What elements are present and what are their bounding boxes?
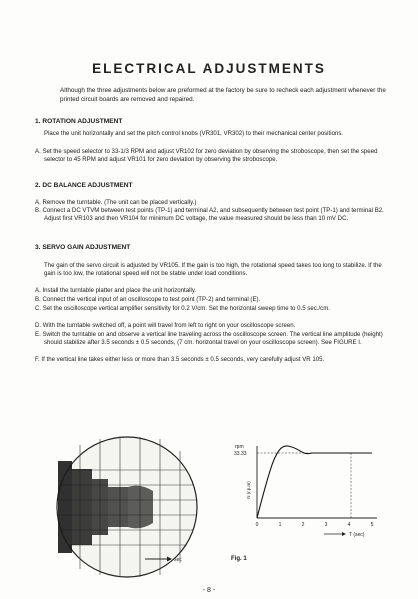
graph-x-ticks [256, 522, 374, 528]
section-servo-item-d: D. With the turntable switched off, a point will travel from left to right on your oscilloscope screen. [35, 322, 296, 329]
section-dc-item-b: B. Connect a DC VTVM between test points (TP-1) and terminal A2, and subsequently between test point (TP-1) and terminal B2. Adjust first VR103 and then VR104 for minimum DC voltage, the value measured should be less than 10 mV DC. [35, 207, 384, 223]
section-servo-item-f: F. If the vertical line takes either less or more than 3.5 seconds ± 0.5 seconds, very carefully adjust VR 105. [35, 356, 325, 363]
graph-x-tick: 3 [324, 522, 328, 528]
graph-response-curve [257, 446, 372, 518]
graph-y-axis-label: N (r.p.m) [246, 481, 251, 499]
graph-x-tick: 0 [255, 522, 259, 528]
graph-y-unit: rpm [235, 444, 244, 450]
section-rotation-paragraph: Place the unit horizontally and set the pitch control knobs (VR301, VR302) to their mechanical center positions. [44, 130, 344, 137]
speed-time-graph [232, 438, 382, 568]
section-servo-paragraph: The gain of the servo circuit is adjusted by VR105. If the gain is too high, the rotational speed takes too long to stabilize. If the gain is too low, the rotational speed will not be stable under load conditions. [44, 262, 382, 278]
graph-x-tick: 4 [347, 522, 351, 528]
section-dc-item-a: A. Remove the turntable. (The unit can be placed vertically.) [35, 199, 197, 206]
oscilloscope-screen-figure [55, 435, 200, 580]
section-heading-servo-gain: 3. SERVO GAIN ADJUSTMENT [35, 244, 131, 251]
graph-y-value: 33.33 [234, 451, 247, 457]
section-servo-item-a: A. Install the turntable platter and place the unit horizontally. [35, 287, 197, 294]
figure-caption: Fig. 1 [231, 556, 247, 562]
section-servo-item-b: B. Connect the vertical input of an oscilloscope to test point (TP-2) and terminal (E). [35, 296, 261, 303]
section-servo-item-e: E. Switch the turntable on and observe a vertical line traveling across the oscilloscope screen. The vertical line amplitude (height) should stabilize after 3.5 seconds ± 0.5 seconds, (7 cm. horizontal travel on your oscilloscope screen). See FIGURE I. [35, 331, 383, 347]
page-title: ELECTRICAL ADJUSTMENTS [92, 61, 326, 76]
scope-arrow-label: sec [174, 557, 182, 563]
intro-paragraph: Although the three adjustments below are preformed at the factory be sure to recheck each adjustment whenever the printed circuit boards are removed and repaired. [60, 87, 386, 103]
graph-x-tick: 2 [301, 522, 305, 528]
page-number: - 8 - [202, 587, 216, 594]
section-servo-item-c: C. Set the oscilloscope vertical amplifier sensitivity for 0.2 V/cm. Set the horizontal sweep time to 0.5 sec./cm. [35, 305, 330, 312]
graph-x-tick: 1 [278, 522, 282, 528]
graph-x-axis-label: T (sec) [349, 532, 365, 538]
section-heading-rotation: 1. ROTATION ADJUSTMENT [35, 118, 123, 125]
section-heading-dc-balance: 2. DC BALANCE ADJUSTMENT [35, 182, 133, 189]
graph-x-tick: 5 [370, 522, 374, 528]
section-rotation-item-a: A. Set the speed selector to 33-1/3 RPM and adjust VR102 for zero deviation by observing the stroboscope, then set the speed selector to 45 RPM and adjust VR101 for zero deviation by observing the stroboscope. [35, 148, 378, 164]
graph-time-arrowhead [342, 532, 346, 536]
